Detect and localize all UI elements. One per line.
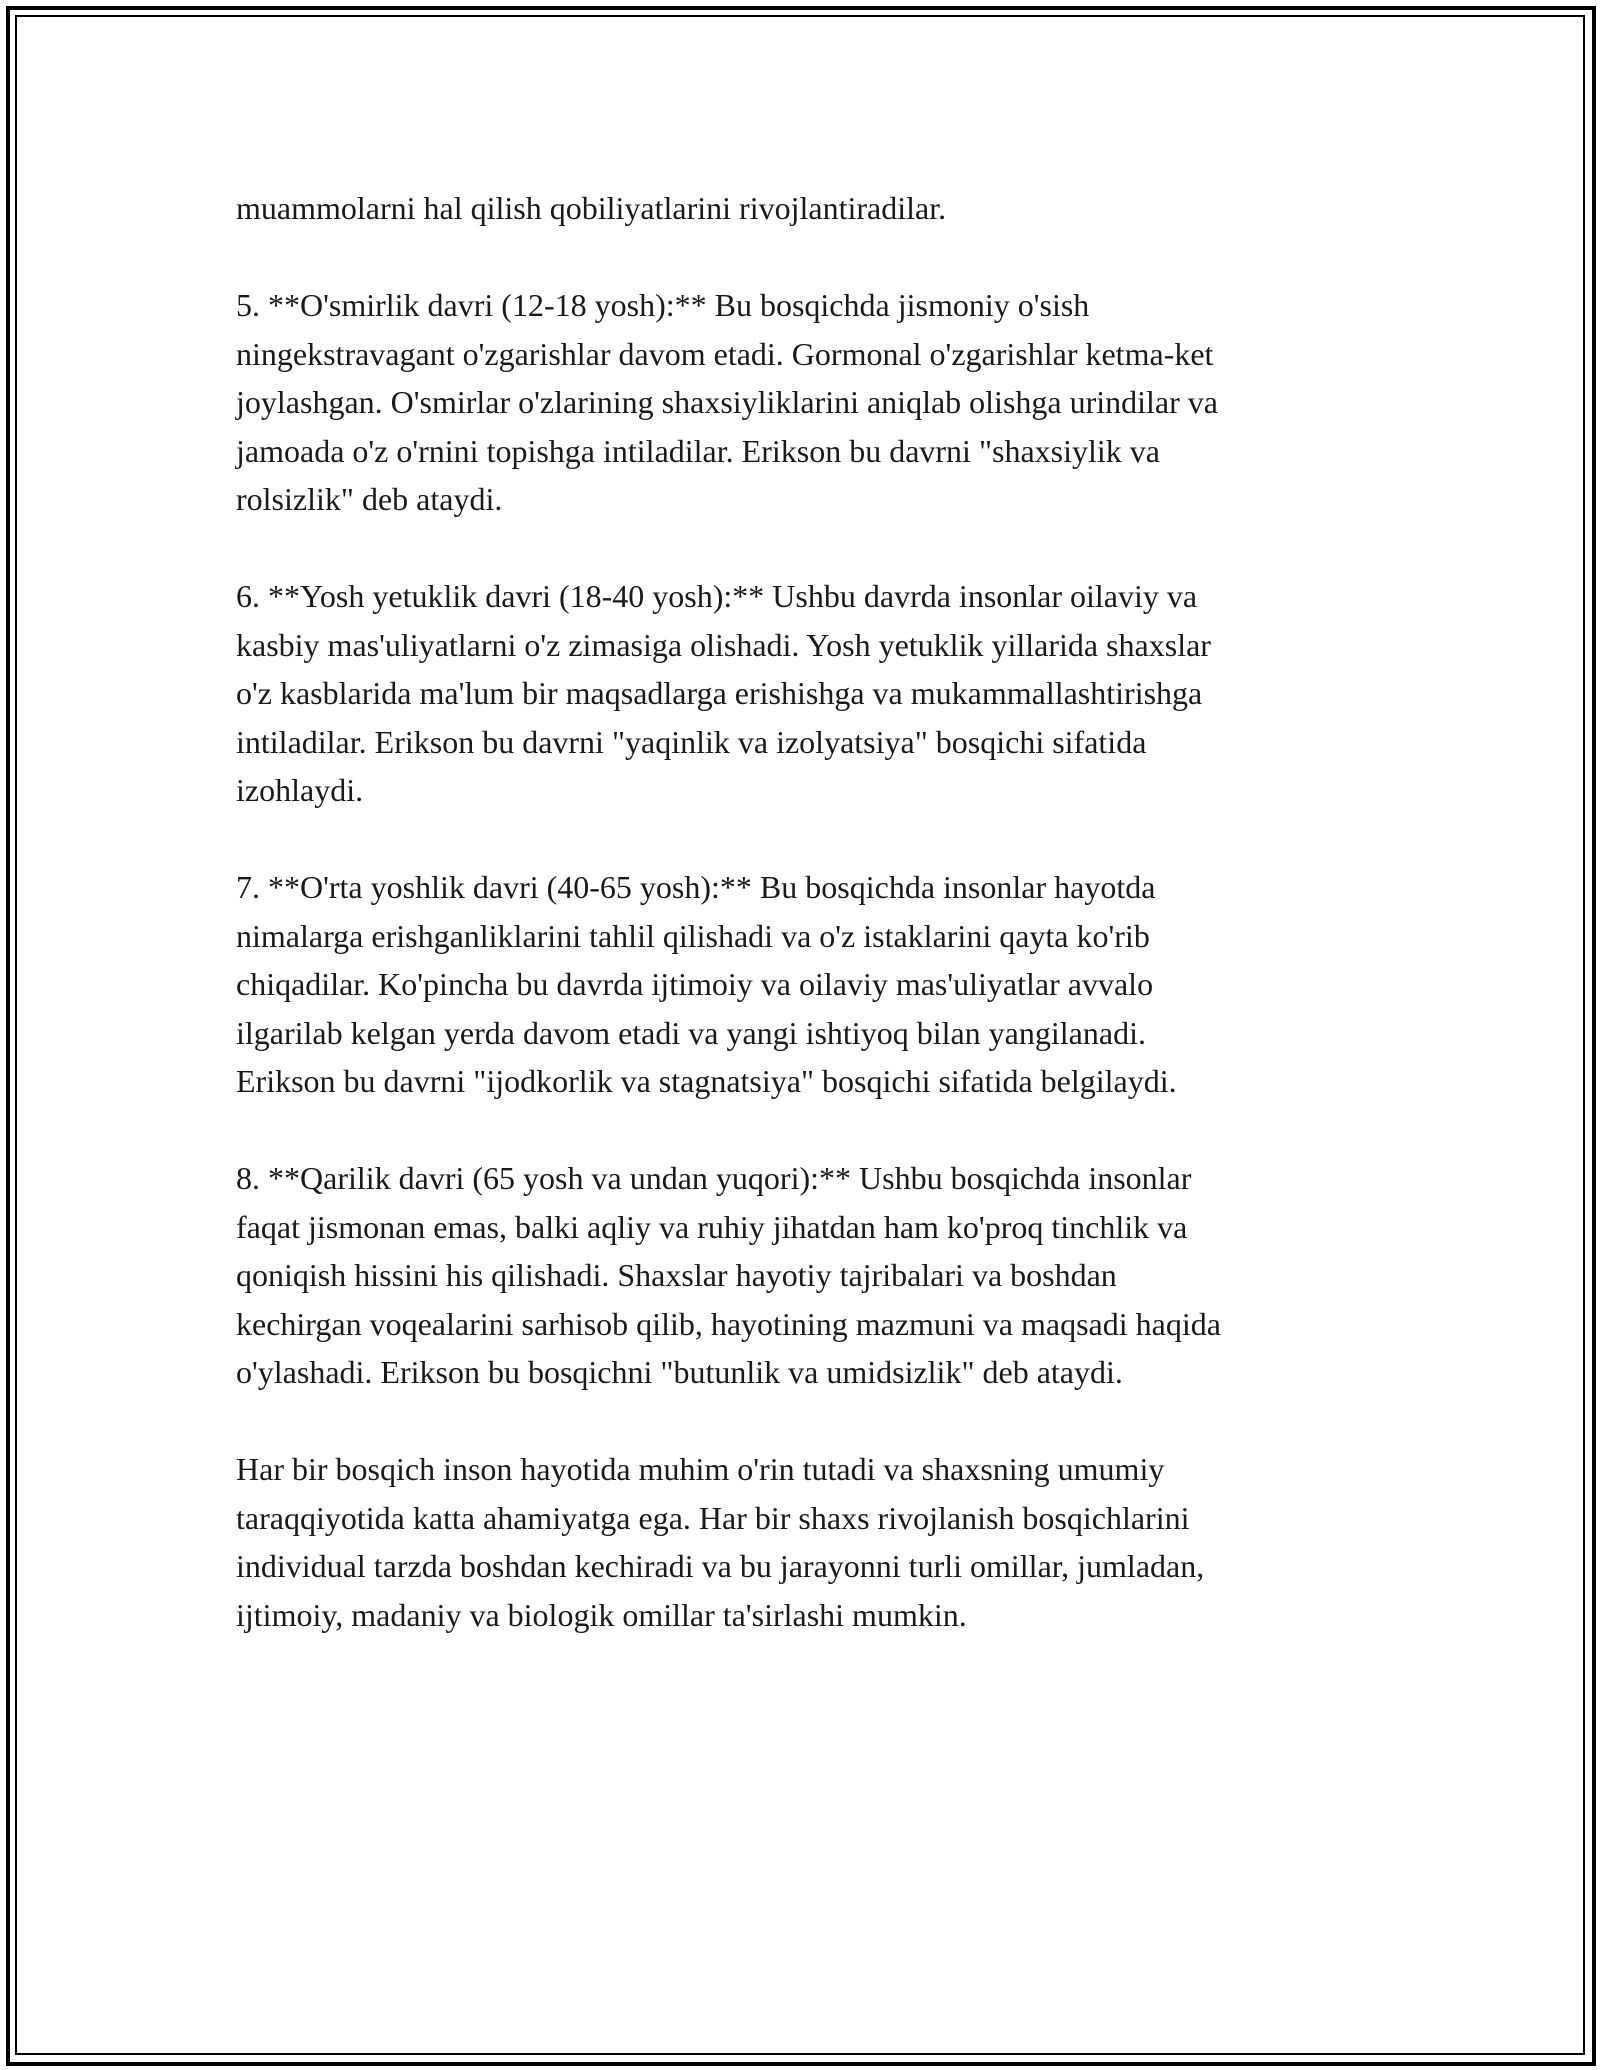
paragraph-stage-6: 6. **Yosh yetuklik davri (18-40 yosh):** Ushbu davrda insonlar oilaviy va kasbiy mas'uliyatlarni o'z zimasiga olishadi. Yosh yetuklik yillarida shaxslar o'z kasblarida ma'lum bir maqsadlarga erishishga va mukammallashtirishga intiladilar. Erikson bu davrni "yaqinlik va izolyatsiya" bosqichi sifatida izohlaydi. bbox=[236, 578, 1211, 808]
paragraph-stage-5: 5. **O'smirlik davri (12-18 yosh):** Bu bosqichda jismoniy o'sish ningekstravagant o'zgarishlar davom etadi. Gormonal o'zgarishlar ketma-ket joylashgan. O'smirlar o'zlarining shaxsiyliklarini aniqlab olishga urindilar va jamoada o'z o'rnini topishga intiladilar. Erikson bu davrni "shaxsiylik va rolsizlik" deb ataydi. bbox=[236, 287, 1218, 517]
document-body bbox=[236, 184, 1366, 1688]
paragraph-intro-continuation: muammolarni hal qilish qobiliyatlarini rivojlantiradilar. bbox=[236, 190, 947, 226]
paragraph-stage-7: 7. **O'rta yoshlik davri (40-65 yosh):** Bu bosqichda insonlar hayotda nimalarga erishganliklarini tahlil qilishadi va o'z istaklarini qayta ko'rib chiqadilar. Ko'pincha bu davrda ijtimoiy va oilaviy mas'uliyatlar avvalo ilgarilab kelgan yerda davom etadi va yangi ishtiyoq bilan yangilanadi. Erikson bu davrni "ijodkorlik va stagnatsiya" bosqichi sifatida belgilaydi. bbox=[236, 869, 1177, 1099]
paragraph-stage-8: 8. **Qarilik davri (65 yosh va undan yuqori):** Ushbu bosqichda insonlar faqat jismonan emas, balki aqliy va ruhiy jihatdan ham ko'proq tinchlik va qoniqish hissini his qilishadi. Shaxslar hayotiy tajribalari va boshdan kechirgan voqealarini sarhisob qilib, hayotining mazmuni va maqsadi haqida o'ylashadi. Erikson bu bosqichni "butunlik va umidsizlik" deb ataydi. bbox=[236, 1160, 1221, 1390]
paragraph-conclusion: Har bir bosqich inson hayotida muhim o'rin tutadi va shaxsning umumiy taraqqiyotida katta ahamiyatga ega. Har bir shaxs rivojlanish bosqichlarini individual tarzda boshdan kechiradi va bu jarayonni turli omillar, jumladan, ijtimoiy, madaniy va biologik omillar ta'sirlashi mumkin. bbox=[236, 1451, 1205, 1633]
